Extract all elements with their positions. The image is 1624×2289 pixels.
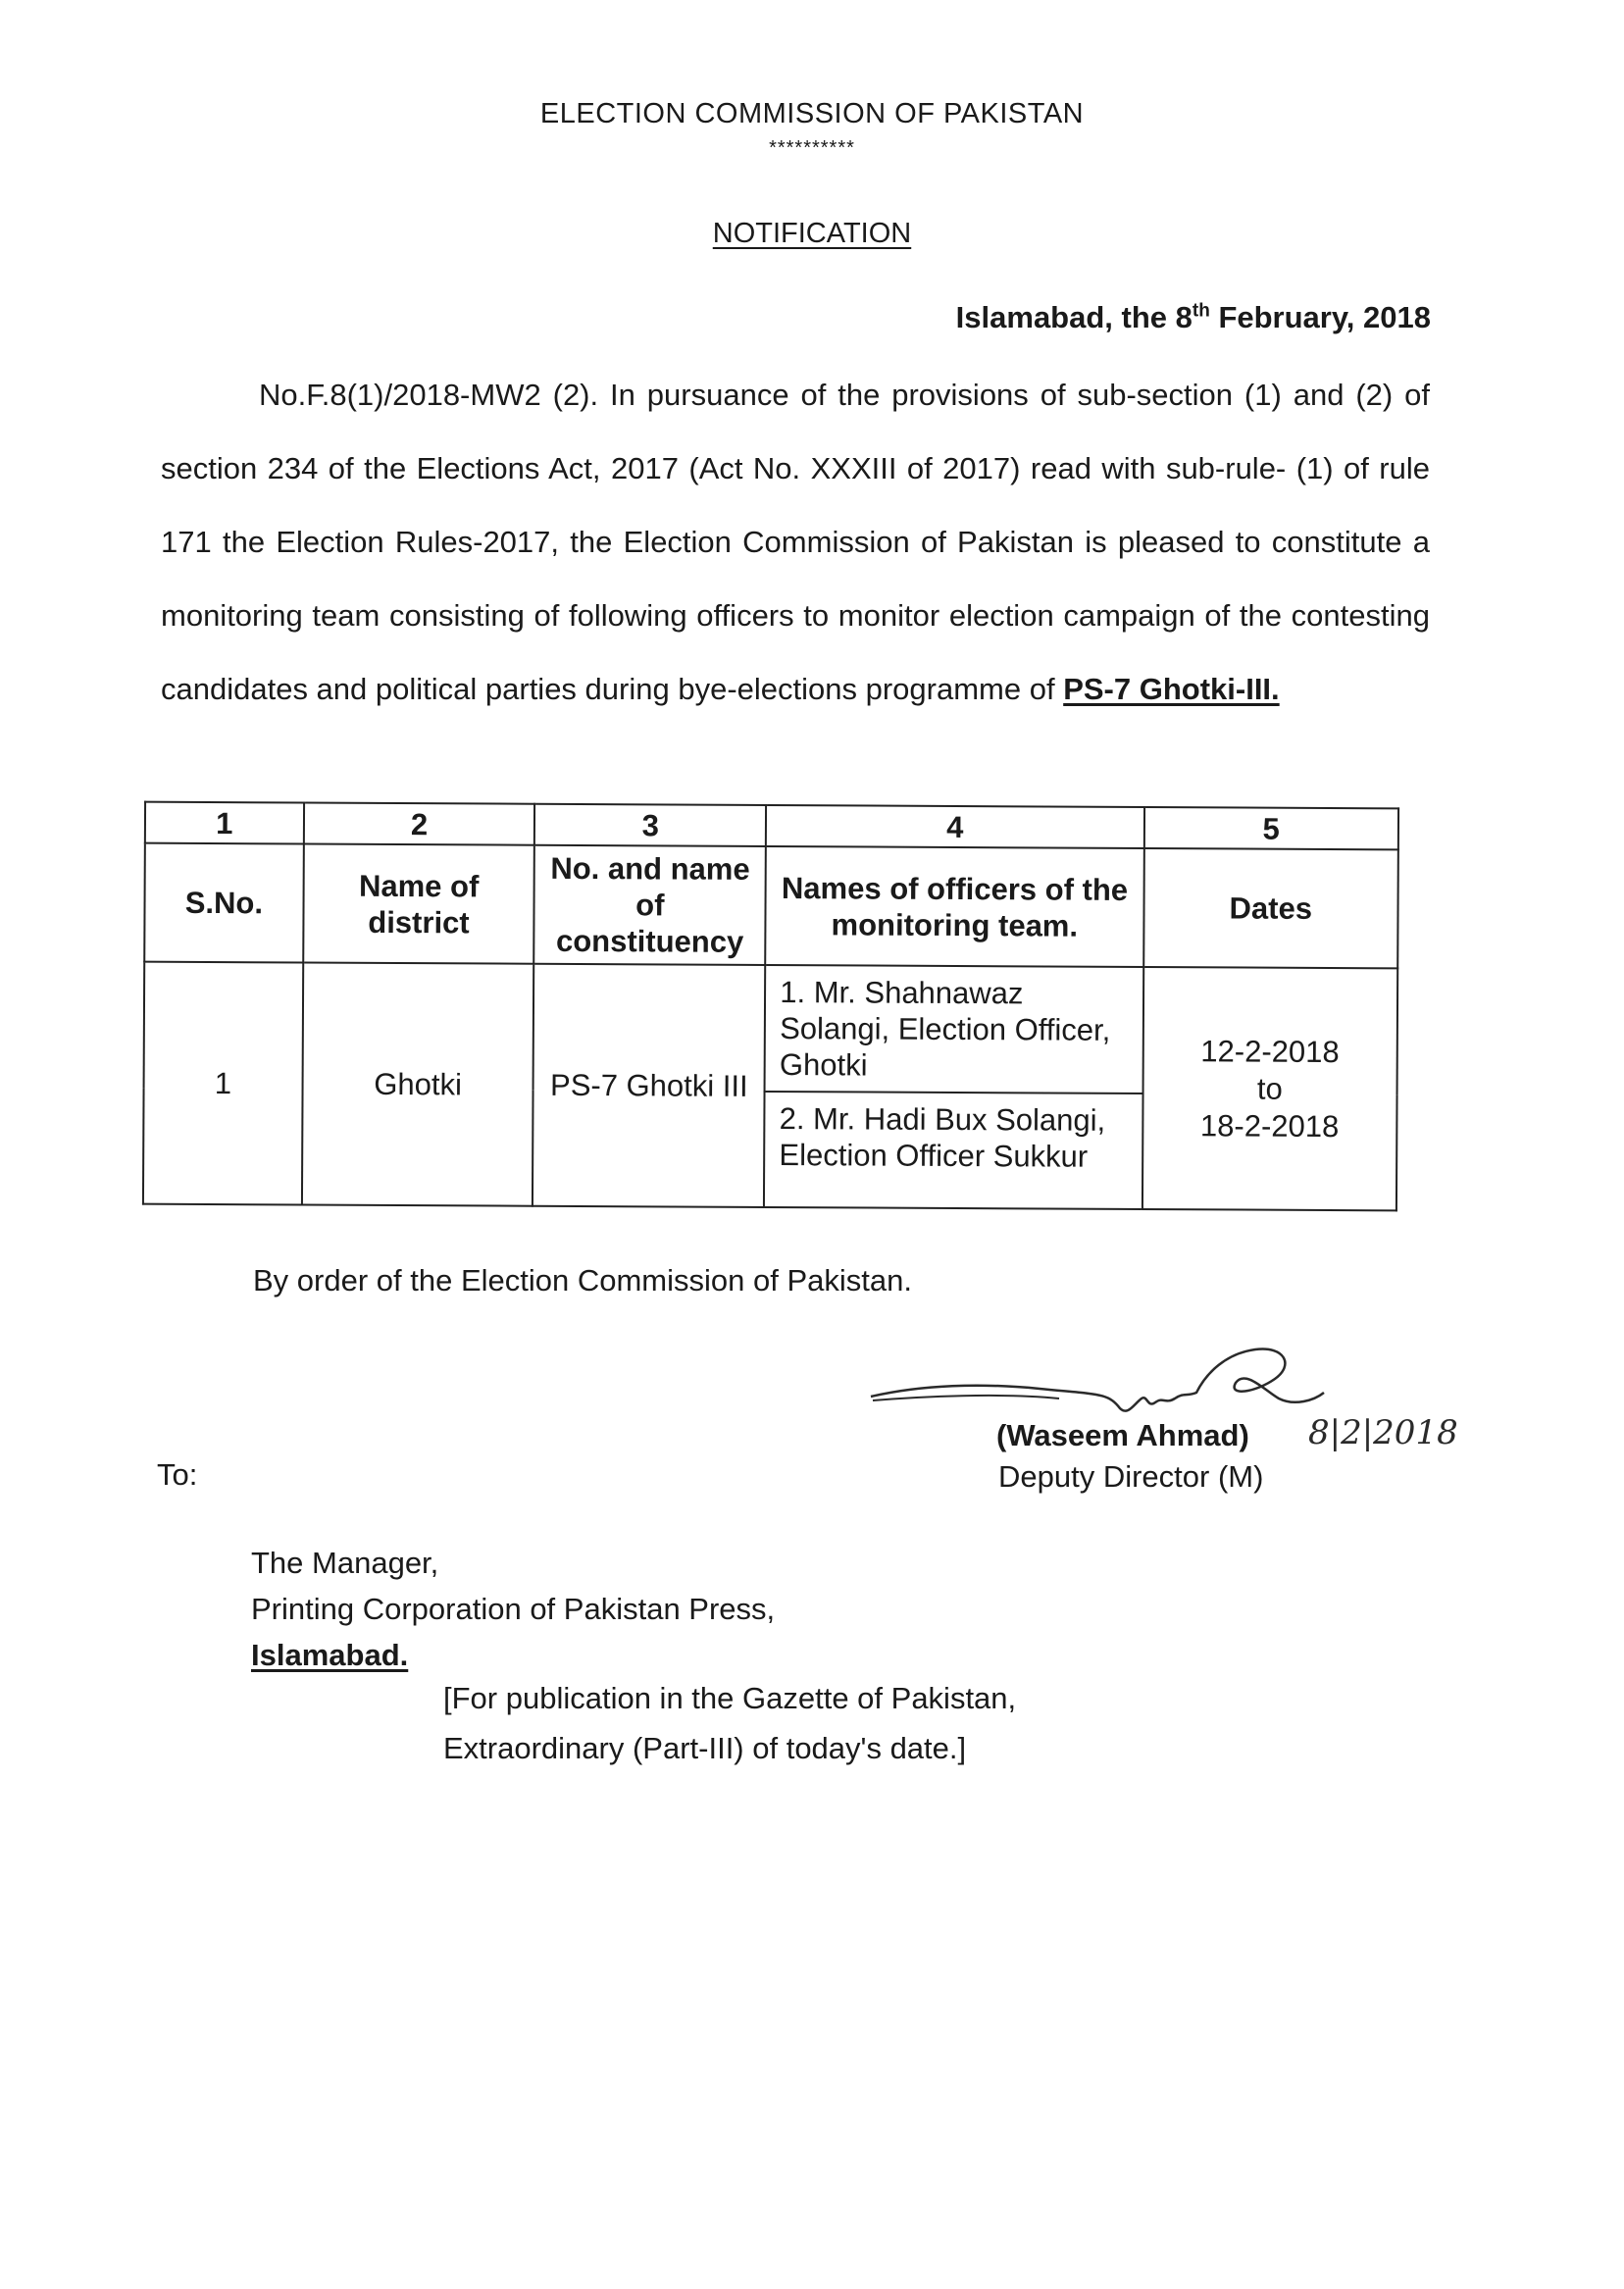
organization-heading: ELECTION COMMISSION OF PAKISTAN: [539, 98, 1085, 129]
date-to: 18-2-2018: [1199, 1107, 1340, 1144]
column-number: 1: [145, 802, 304, 844]
address-line: The Manager,: [251, 1546, 439, 1580]
column-header: Names of officers of the monitoring team.: [765, 846, 1143, 967]
column-header: No. and name of constituency: [534, 845, 767, 965]
column-header: Dates: [1143, 848, 1398, 968]
body-text: No.F.8(1)/2018-MW2 (2). In pursuance of the provisions of sub-section (1) and (2) of section 234 of the Elections Act, 2017 (Act No. XXXIII of 2017) read with sub-rule- (1) of rule 171 the Election Rules-2017, the Election Commission of Pakistan is pleased to constitute a monitoring team consisting of following officers to monitor election campaign of the contesting candidates and political parties during bye-elections programme of: [161, 378, 1430, 706]
date-from: 12-2-2018: [1200, 1033, 1340, 1069]
column-number-row: [145, 802, 1398, 850]
recipient-address: [251, 1540, 775, 1678]
note-line: Extraordinary (Part-III) of today's date.]: [443, 1731, 967, 1765]
notification-title: NOTIFICATION: [712, 218, 912, 249]
handwritten-date: [1304, 1404, 1491, 1463]
column-number: 2: [304, 803, 535, 845]
officer-cell: 2. Mr. Hadi Bux Solangi, Election Officer Sukkur: [764, 1092, 1142, 1209]
table-row: [144, 962, 1398, 1095]
date-separator: to: [1256, 1071, 1283, 1106]
monitoring-team-table: [142, 801, 1399, 1212]
dateline: Islamabad, the 8th February, 2018: [955, 300, 1431, 334]
constituency-cell: PS-7 Ghotki III: [533, 964, 765, 1207]
to-label: To:: [157, 1457, 198, 1492]
signatory-name: (Waseem Ahmad): [996, 1418, 1249, 1452]
column-number: 4: [766, 805, 1143, 848]
notification-body: [161, 358, 1430, 726]
address-city: Islamabad.: [251, 1638, 409, 1672]
district-cell: Ghotki: [302, 963, 534, 1206]
column-header: S.No.: [144, 843, 303, 963]
column-header: Name of district: [303, 844, 534, 964]
signatory-designation: Deputy Director (M): [998, 1459, 1264, 1494]
svg-text:8|2|2018: 8|2|2018: [1308, 1413, 1458, 1452]
column-number: 5: [1143, 807, 1398, 849]
address-line: Printing Corporation of Pakistan Press,: [251, 1592, 776, 1626]
order-line: By order of the Election Commission of Pakistan.: [253, 1263, 912, 1297]
header-row: [144, 843, 1398, 969]
publication-note: [443, 1673, 1016, 1773]
note-line: [For publication in the Gazette of Pakistan,: [443, 1681, 1017, 1715]
heading-stars: **********: [769, 137, 855, 159]
serial-number-cell: 1: [143, 962, 303, 1205]
dates-cell: [1142, 967, 1397, 1210]
constituency-reference: PS-7 Ghotki-III.: [1063, 672, 1280, 706]
officer-cell: 1. Mr. Shahnawaz Solangi, Election Officer, Ghotki: [765, 965, 1143, 1094]
column-number: 3: [534, 804, 766, 846]
